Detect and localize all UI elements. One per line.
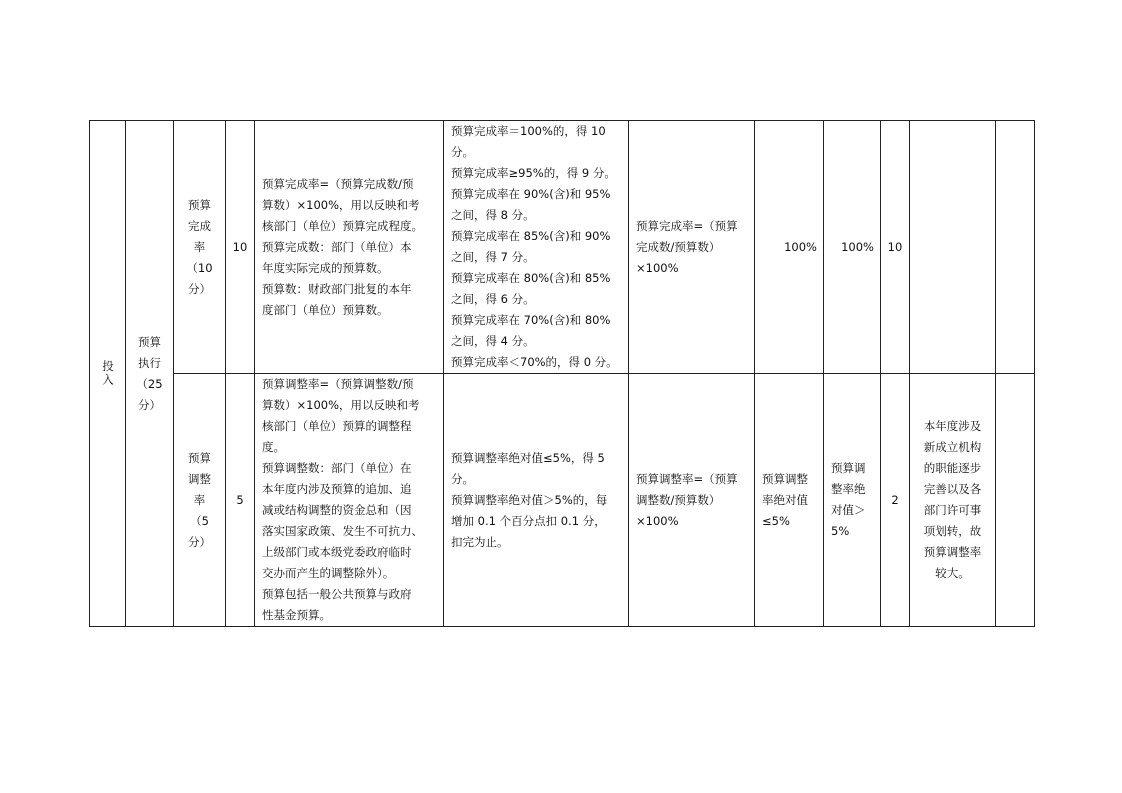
target-cell <box>755 374 824 627</box>
definition-cell <box>255 121 444 374</box>
performance-evaluation-table <box>89 120 1035 627</box>
weight-cell <box>226 374 255 627</box>
criteria-text: 预算调整率绝对值≤5%，得 5 分。 预算调整率绝对值＞5%的，每 增加 0.1 个百分点扣 0.1 分， 扣完为止。 <box>451 450 608 549</box>
level2-indicator-label: 预算 执行 （25 分） <box>136 334 163 412</box>
target-cell <box>755 121 824 374</box>
level3-indicator-cell <box>174 121 226 374</box>
criteria-cell <box>444 374 629 627</box>
score-cell <box>881 121 910 374</box>
target-value: 100% <box>784 239 817 254</box>
criteria-text: 预算完成率＝100%的，得 10 分。 预算完成率≥95%的，得 9 分。 预算完成率在 90%(含)和 95% 之间，得 8 分。 预算完成率在 85%(含)和 90% 之间，得 7 分。 预算完成率在 80%(含)和 85% 之间，得 6 分。 预算完成率在 70%(含)和 80% 之间，得 4 分。 预算完成率＜70%的，得 0 分。 <box>451 124 618 369</box>
note-cell <box>910 121 996 374</box>
criteria-cell <box>444 121 629 374</box>
score-value: 2 <box>891 492 899 507</box>
note-cell <box>910 374 996 627</box>
score-cell <box>881 374 910 627</box>
level3-indicator-cell <box>174 374 226 627</box>
method-cell <box>629 121 755 374</box>
actual-value: 预算调 整率绝 对值＞ 5% <box>831 461 866 538</box>
table-row <box>90 121 1035 374</box>
definition-cell <box>255 374 444 627</box>
weight-value: 5 <box>236 492 244 507</box>
method-text: 预算调整率=（预算 调整数/预算数） ×100% <box>636 471 738 528</box>
actual-value: 100% <box>841 239 874 254</box>
weight-cell <box>226 121 255 374</box>
target-value: 预算调整 率绝对值 ≤5% <box>762 471 808 528</box>
score-value: 10 <box>887 239 903 254</box>
weight-value: 10 <box>232 239 248 254</box>
level2-indicator-cell <box>126 121 174 627</box>
definition-text: 预算调整率=（预算调整数/预 算数）×100%，用以反映和考 核部门（单位）预算的调整程 度。 预算调整数：部门（单位）在 本年度内涉及预算的追加、追 减或结构调整的资金总和（因 落实国家政策、发生不可抗力、 上级部门或本级党委政府临时 交办而产生的调整除外）。 预算包括一般公共预算与政府 性基金预算。 <box>262 377 423 622</box>
level1-indicator-cell <box>90 121 126 627</box>
level3-indicator-label: 预算 调整 率 （5 分） <box>188 450 211 549</box>
blank-cell <box>996 374 1035 627</box>
actual-cell <box>824 374 881 627</box>
note-text: 本年度涉及 新成立机构 的职能逐步 完善以及各 部门许可事 项划转，故 预算调整率 较大。 <box>923 419 982 580</box>
table-row <box>90 374 1035 627</box>
level3-indicator-label: 预算 完成 率 （10 分） <box>186 197 213 296</box>
blank-cell <box>996 121 1035 374</box>
level1-indicator-label: 投入 <box>101 360 115 387</box>
method-text: 预算完成率=（预算 完成数/预算数） ×100% <box>636 218 738 275</box>
definition-text: 预算完成率=（预算完成数/预 算数）×100%，用以反映和考 核部门（单位）预算完成程度。 预算完成数：部门（单位）本 年度实际完成的预算数。 预算数：财政部门批复的本年 度部门（单位）预算数。 <box>262 176 423 317</box>
actual-cell <box>824 121 881 374</box>
method-cell <box>629 374 755 627</box>
